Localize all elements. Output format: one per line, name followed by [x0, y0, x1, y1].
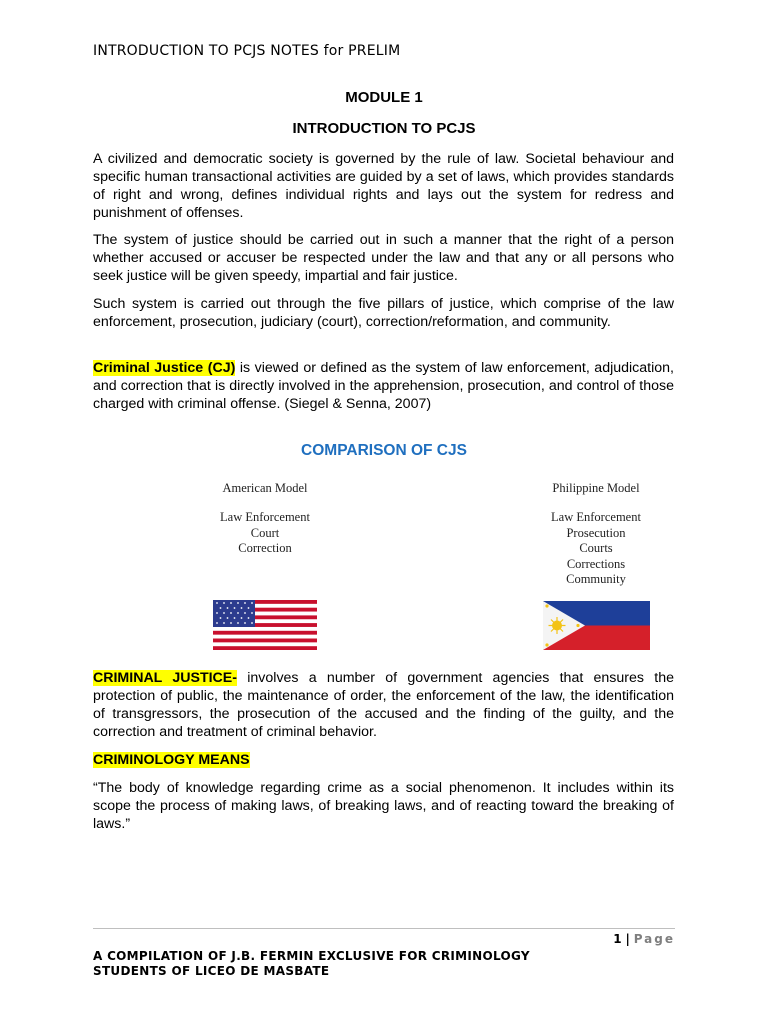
module-title: MODULE 1 — [345, 89, 423, 106]
paragraph-cj-definition — [93, 359, 674, 413]
footer-line: STUDENTS OF LICEO DE MASBATE — [93, 964, 330, 978]
page-number — [613, 932, 675, 946]
cj-definition-text: is viewed or defined as the system of law enforcement, adjudication, and correction that is directly involved in the apprehension, prosecution, and control of those charged with criminal offense. (Siegel & Senna, 2007) — [93, 360, 674, 412]
paragraph-five-pillars: Such system is carried out through the five pillars of justice, which comprise of the law enforcement, prosecution, judiciary (court), correction/reformation, and community. — [93, 296, 674, 330]
philippine-model-item: Corrections — [566, 556, 626, 571]
page-header: INTRODUCTION TO PCJS NOTES for PRELIM — [93, 43, 401, 59]
us-flag-icon — [213, 600, 317, 650]
philippine-flag-icon — [543, 601, 650, 650]
philippine-model-item: Prosecution — [566, 525, 626, 540]
paragraph-criminal-justice — [93, 669, 674, 741]
page-number-value: 1 — [613, 932, 622, 946]
main-title: INTRODUCTION TO PCJS — [292, 120, 476, 137]
american-model — [190, 481, 340, 557]
criminology-term-highlight: CRIMINOLOGY MEANS — [93, 752, 250, 768]
comparison-title: COMPARISON OF CJS — [301, 442, 467, 459]
paragraph-system-of-justice: The system of justice should be carried out in such a manner that the right of a person whether accused or accuser be respected under the law and that any or all persons who seek justice will be given speedy, impartial and fair justice. — [93, 232, 674, 284]
philippine-model — [521, 481, 671, 588]
footer-divider — [93, 928, 675, 929]
cj-term-highlight: Criminal Justice (CJ) — [93, 360, 236, 376]
philippine-model-item: Law Enforcement — [551, 510, 641, 524]
criminal-justice-text: involves a number of government agencies that ensures the protection of public, the maintenance of order, the enforcement of the law, the identification of transgressors, the prosecution of the accused and the finding of the guilty, and the correction and treatment of criminal behavior. — [93, 670, 674, 740]
american-model-item: Correction — [238, 541, 292, 555]
page-number-separator: | — [625, 932, 630, 946]
philippine-model-title: Philippine Model — [552, 481, 640, 495]
paragraph-rule-of-law: A civilized and democratic society is governed by the rule of law. Societal behaviour and specific human transactional activities are guided by a set of laws, which provides standards of right and wrong, defines individual rights and lays out the system for redress and punishment of offenses. — [93, 151, 674, 221]
american-model-item: Law Enforcement — [220, 510, 310, 524]
paragraph-criminology-heading — [93, 751, 674, 769]
philippine-model-item: Community — [566, 572, 626, 586]
american-model-item: Court — [250, 525, 280, 540]
criminal-justice-term-highlight: CRIMINAL JUSTICE- — [93, 670, 237, 686]
american-model-title: American Model — [222, 481, 308, 495]
philippine-model-item: Courts — [579, 541, 613, 555]
page-label: Page — [633, 932, 675, 946]
footer-line: A COMPILATION OF J.B. FERMIN EXCLUSIVE FOR CRIMINOLOGY — [93, 949, 530, 963]
footer-compilation-text — [93, 949, 653, 979]
paragraph-criminology-definition: “The body of knowledge regarding crime as a social phenomenon. It includes within its scope the process of making laws, of breaking laws, and of reacting toward the breaking of laws.” — [93, 780, 674, 832]
